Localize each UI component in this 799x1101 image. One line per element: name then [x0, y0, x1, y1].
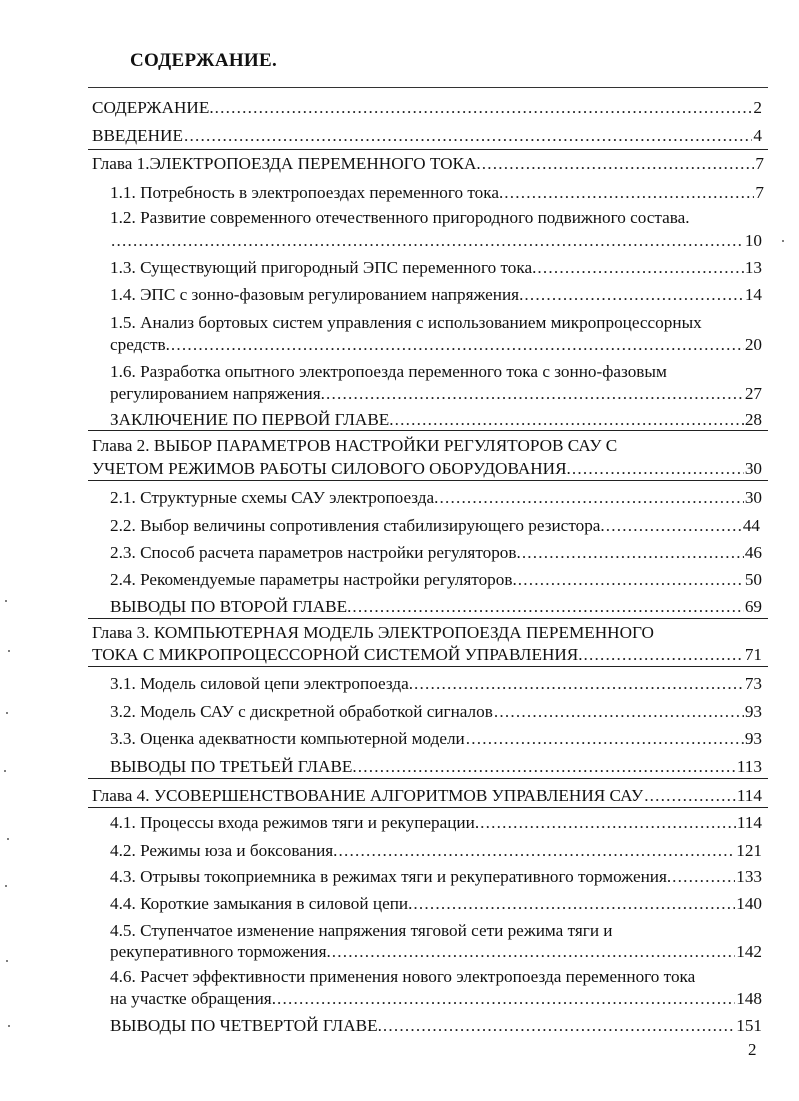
- toc-entry-text: 1.5. Анализ бортовых систем управления с использованием микропроцессорных: [110, 313, 702, 332]
- toc-entry[interactable]: 1.3. Существующий пригородный ЭПС переменного тока. ..... 13: [110, 258, 762, 278]
- divider: [88, 666, 768, 667]
- divider: [88, 778, 768, 779]
- scan-speck: [7, 838, 9, 840]
- scan-speck: [782, 240, 784, 242]
- toc-chapter-entry[interactable]: ТОКА С МИКРОПРОЦЕССОРНОЙ СИСТЕМОЙ УПРАВЛЕНИЯ. ..... 71: [92, 645, 762, 665]
- toc-entry[interactable]: 4.2. Режимы юза и боксования. ..... 121: [110, 841, 762, 861]
- toc-entry[interactable]: 1.4. ЭПС с зонно-фазовым регулированием напряжения. ..... 14: [110, 285, 762, 305]
- divider: [88, 430, 768, 431]
- toc-entry-text: 1.2. Развитие современного отечественного пригородного подвижного состава.: [110, 208, 690, 227]
- toc-entry[interactable]: 4.3. Отрывы токоприемника в режимах тяги и рекуперативного торможения. ..... 133: [110, 867, 762, 887]
- toc-entry[interactable]: на участке обращения. ..... 148: [110, 989, 762, 1009]
- toc-entry[interactable]: СОДЕРЖАНИЕ. ..... 2: [92, 98, 762, 118]
- divider: [88, 807, 768, 808]
- toc-entry[interactable]: средств. ..... 20: [110, 335, 762, 355]
- toc-entry[interactable]: 2.2. Выбор величины сопротивления стабилизирующего резистора. ..... 44: [110, 516, 760, 536]
- scan-speck: [4, 770, 6, 772]
- toc-entry[interactable]: 3.3. Оценка адекватности компьютерной модели ..... 93: [110, 729, 762, 749]
- toc-entry[interactable]: 2.1. Структурные схемы САУ электропоезда. ..... 30: [110, 488, 762, 508]
- toc-entry-text: 1.6. Разработка опытного электропоезда переменного тока с зонно-фазовым: [110, 362, 667, 381]
- scan-speck: [6, 712, 8, 714]
- toc-entry-text: 4.5. Ступенчатое изменение напряжения тяговой сети режима тяги и: [110, 921, 613, 940]
- scan-speck: [5, 885, 7, 887]
- scan-speck: [8, 650, 10, 652]
- toc-entry[interactable]: ВЫВОДЫ ПО ЧЕТВЕРТОЙ ГЛАВЕ. ..... 151: [110, 1016, 762, 1036]
- toc-chapter-text: Глава 3. КОМПЬЮТЕРНАЯ МОДЕЛЬ ЭЛЕКТРОПОЕЗДА ПЕРЕМЕННОГО: [92, 623, 654, 642]
- toc-chapter-entry[interactable]: Глава 1.ЭЛЕКТРОПОЕЗДА ПЕРЕМЕННОГО ТОКА. ..... 7: [92, 154, 764, 174]
- toc-entry[interactable]: ..... 10: [110, 231, 762, 251]
- toc-entry[interactable]: 1.1. Потребность в электропоездах переменного тока. ..... 7: [110, 183, 764, 203]
- divider: [88, 149, 768, 150]
- divider: [88, 480, 768, 481]
- toc-entry[interactable]: ВЫВОДЫ ПО ВТОРОЙ ГЛАВЕ. ..... 69: [110, 597, 762, 617]
- toc-entry[interactable]: 4.1. Процессы входа режимов тяги и рекуперации. ..... 114: [110, 813, 762, 833]
- toc-entry[interactable]: ВВЕДЕНИЕ ..... 4: [92, 126, 762, 146]
- toc-chapter-entry[interactable]: Глава 4. УСОВЕРШЕНСТВОВАНИЕ АЛГОРИТМОВ УПРАВЛЕНИЯ САУ ..... 114: [92, 786, 762, 806]
- toc-entry[interactable]: 2.4. Рекомендуемые параметры настройки регуляторов. ..... 50: [110, 570, 762, 590]
- toc-entry[interactable]: рекуперативного торможения. ..... 142: [110, 942, 762, 962]
- toc-chapter-entry[interactable]: УЧЕТОМ РЕЖИМОВ РАБОТЫ СИЛОВОГО ОБОРУДОВАНИЯ. ..... 30: [92, 459, 762, 479]
- toc-entry[interactable]: регулированием напряжения. ..... 27: [110, 384, 762, 404]
- toc-entry[interactable]: 4.4. Короткие замыкания в силовой цепи. ..... 140: [110, 894, 762, 914]
- document-title: СОДЕРЖАНИЕ.: [130, 50, 278, 71]
- toc-entry[interactable]: 3.1. Модель силовой цепи электропоезда. ..... 73: [110, 674, 762, 694]
- scan-speck: [6, 960, 8, 962]
- page-number: 2: [748, 1040, 757, 1059]
- toc-entry[interactable]: ЗАКЛЮЧЕНИЕ ПО ПЕРВОЙ ГЛАВЕ. ..... 28: [110, 410, 762, 430]
- scan-speck: [5, 600, 7, 602]
- toc-entry-text: 4.6. Расчет эффективности применения нового электропоезда переменного тока: [110, 967, 696, 986]
- scan-speck: [8, 1025, 10, 1027]
- toc-chapter-text: Глава 2. ВЫБОР ПАРАМЕТРОВ НАСТРОЙКИ РЕГУЛЯТОРОВ САУ С: [92, 436, 618, 455]
- divider: [88, 618, 768, 619]
- toc-entry[interactable]: 2.3. Способ расчета параметров настройки регуляторов. ..... 46: [110, 543, 762, 563]
- toc-entry[interactable]: ВЫВОДЫ ПО ТРЕТЬЕЙ ГЛАВЕ. ..... 113: [110, 757, 762, 777]
- toc-entry[interactable]: 3.2. Модель САУ с дискретной обработкой сигналов ..... 93: [110, 702, 762, 722]
